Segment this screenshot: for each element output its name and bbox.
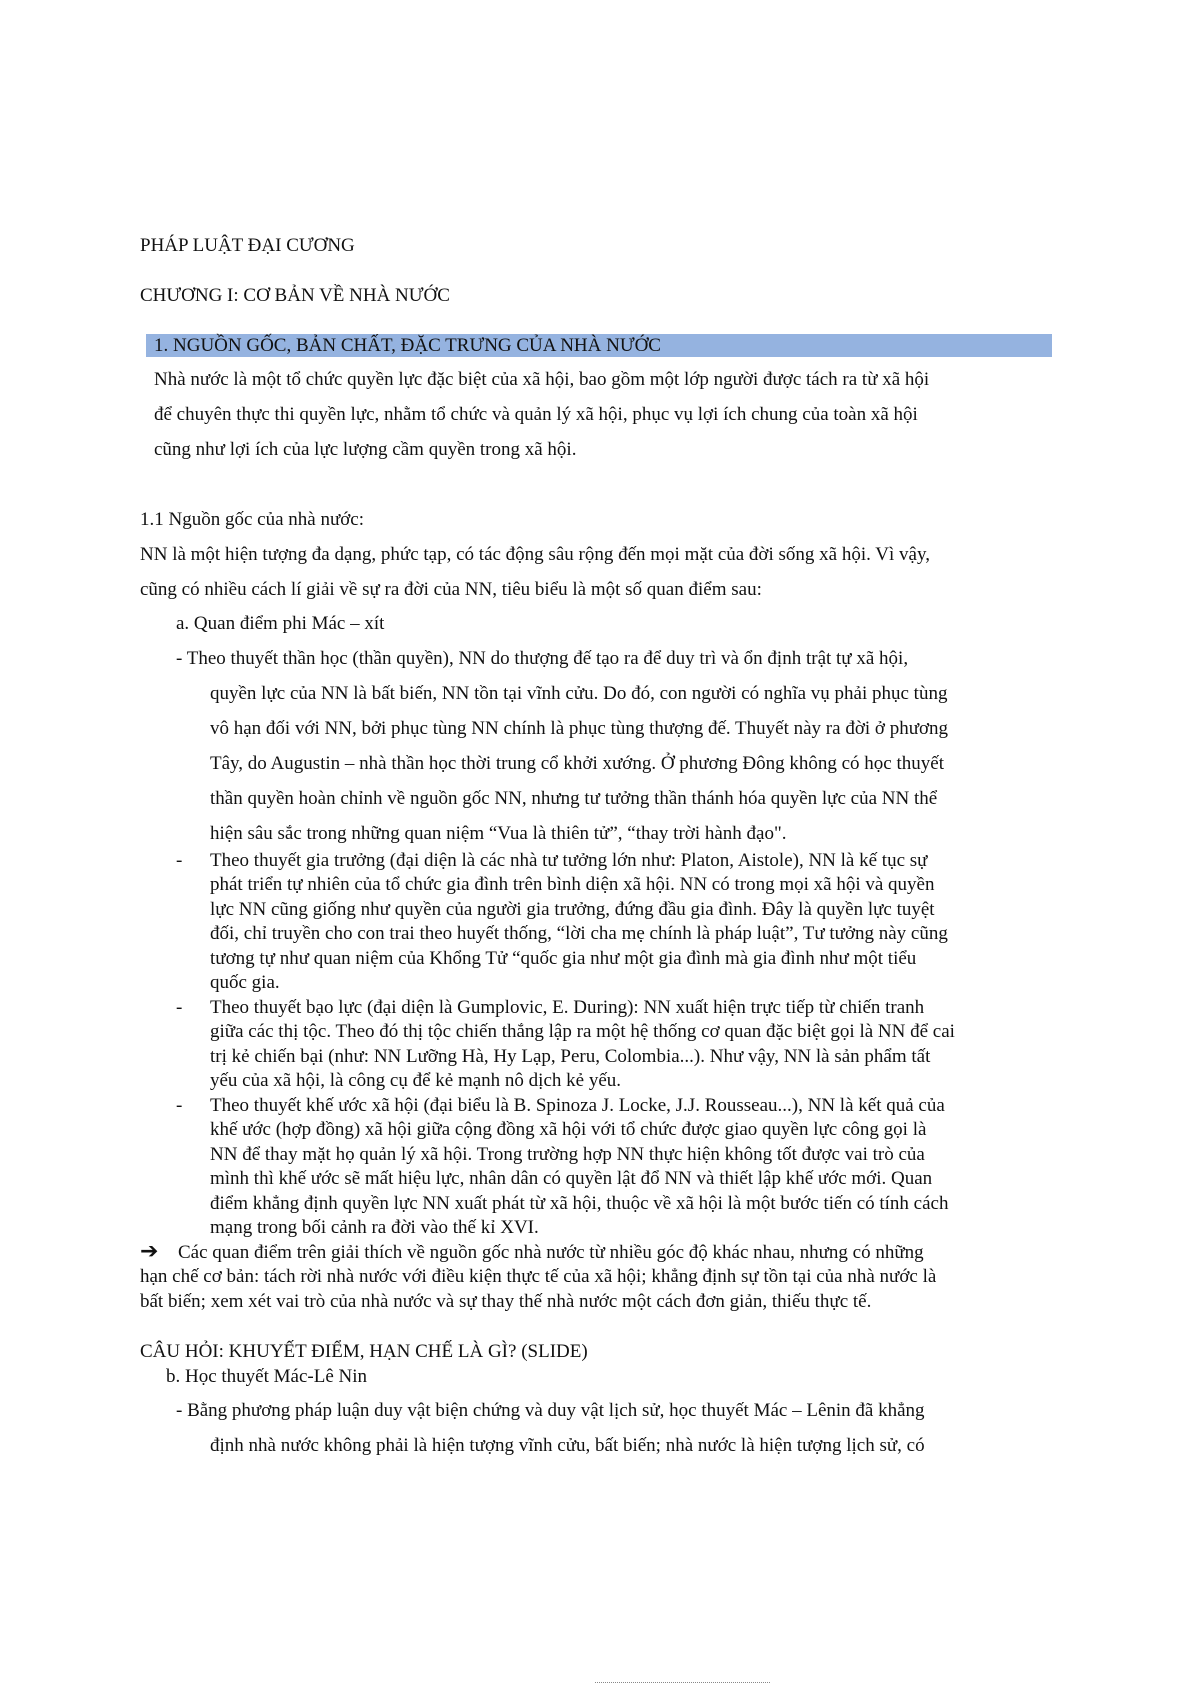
definition-line: để chuyên thực thi quyền lực, nhằm tổ chức và quản lý xã hội, phục vụ lợi ích chung của toàn xã hội: [154, 404, 918, 425]
intro-line: cũng có nhiều cách lí giải về sự ra đời của NN, tiêu biểu là một số quan điểm sau:: [140, 579, 762, 600]
theology-line: quyền lực của NN là bất biến, NN tồn tại vĩnh cửu. Do đó, con người có nghĩa vụ phải phục tùng: [210, 683, 948, 704]
marxist-line: - Bằng phương pháp luận duy vật biện chứng và duy vật lịch sử, học thuyết Mác – Lênin đã khẳng: [176, 1400, 925, 1421]
intro-line: NN là một hiện tượng đa dạng, phức tạp, có tác động sâu rộng đến mọi mặt của đời sống xã hội. Vì vậy,: [140, 544, 930, 565]
patriarchy-line: quốc gia.: [210, 972, 280, 993]
theology-line: - Theo thuyết thần học (thần quyền), NN do thượng đế tạo ra để duy trì và ổn định trật tự xã hội,: [176, 648, 909, 669]
bullet-dash: -: [176, 997, 183, 1018]
contract-line: điểm khẳng định quyền lực NN xuất phát từ xã hội, thuộc về xã hội là một bước tiến có tính cách: [210, 1193, 949, 1214]
force-line: trị kẻ chiến bại (như: NN Lưỡng Hà, Hy Lạp, Peru, Colombia...). Như vậy, NN là sản phẩm tất: [210, 1046, 931, 1067]
chapter-title: CHƯƠNG I: CƠ BẢN VỀ NHÀ NƯỚC: [140, 285, 450, 306]
definition-line: cũng như lợi ích của lực lượng cầm quyền trong xã hội.: [154, 439, 577, 460]
contract-line: khế ước (hợp đồng) xã hội giữa cộng đồng xã hội với tổ chức được giao quyền lực công gọi là: [210, 1119, 927, 1140]
page-footer-line: [595, 1682, 770, 1684]
theology-line: hiện sâu sắc trong những quan niệm “Vua là thiên tử”, “thay trời hành đạo".: [210, 823, 787, 844]
patriarchy-line: tương tự như quan niệm của Khổng Tử “quốc gia như một gia đình mà gia đình như một tiểu: [210, 948, 917, 969]
section-heading: 1. NGUỒN GỐC, BẢN CHẤT, ĐẶC TRƯNG CỦA NHÀ NƯỚC: [154, 335, 661, 356]
patriarchy-line: đối, chỉ truyền cho con trai theo huyết thống, “lời cha mẹ chính là pháp luật”, Tư tưởng này cũng: [210, 923, 948, 944]
subsection-heading: 1.1 Nguồn gốc của nhà nước:: [140, 509, 365, 530]
conclusion-line: bất biến; xem xét vai trò của nhà nước và sự thay thế nhà nước một cách đơn giản, thiếu thực tế.: [140, 1291, 872, 1312]
theology-line: vô hạn đối với NN, bởi phục tùng NN chính là phục tùng thượng đế. Thuyết này ra đời ở phương: [210, 718, 949, 739]
definition-line: Nhà nước là một tổ chức quyền lực đặc biệt của xã hội, bao gồm một lớp người được tách ra từ xã hội: [154, 369, 930, 390]
force-line: Theo thuyết bạo lực (đại diện là Gumplovic, E. During): NN xuất hiện trực tiếp từ chiến tranh: [210, 997, 925, 1018]
patriarchy-line: lực NN cũng giống như quyền của người gia trưởng, đứng đầu gia đình. Đây là quyền lực tuyệt: [210, 899, 935, 920]
marxist-line: định nhà nước không phải là hiện tượng vĩnh cửu, bất biến; nhà nước là hiện tượng lịch sử, có: [210, 1435, 925, 1456]
force-line: yếu của xã hội, là công cụ để kẻ mạnh nô dịch kẻ yếu.: [210, 1070, 621, 1091]
contract-line: mạng trong bối cảnh ra đời vào thế kỉ XVI.: [210, 1217, 539, 1238]
force-line: giữa các thị tộc. Theo đó thị tộc chiến thắng lập ra một hệ thống cơ quan đặc biệt gọi là NN để cai: [210, 1021, 955, 1042]
list-item-b: b. Học thuyết Mác-Lê Nin: [166, 1366, 368, 1387]
list-item-a: a. Quan điểm phi Mác – xít: [176, 613, 385, 634]
contract-line: mình thì khế ước sẽ mất hiệu lực, nhân dân có quyền lật đổ NN và thiết lập khế ước mới. Quan: [210, 1168, 933, 1189]
arrow-right-icon: ➔: [140, 1239, 159, 1264]
question-line: CÂU HỎI: KHUYẾT ĐIỂM, HẠN CHẾ LÀ GÌ? (SLIDE): [140, 1341, 588, 1362]
contract-line: Theo thuyết khế ước xã hội (đại biểu là B. Spinoza J. Locke, J.J. Rousseau...), NN là kết quả của: [210, 1095, 945, 1116]
patriarchy-line: Theo thuyết gia trưởng (đại diện là các nhà tư tưởng lớn như: Platon, Aistole), NN là kế tục sự: [210, 850, 928, 871]
theology-line: thần quyền hoàn chỉnh về nguồn gốc NN, nhưng tư tưởng thần thánh hóa quyền lực của NN thể: [210, 788, 938, 809]
contract-line: NN để thay mặt họ quản lý xã hội. Trong trường hợp NN thực hiện không tốt được vai trò của: [210, 1144, 925, 1165]
conclusion-line: hạn chế cơ bản: tách rời nhà nước với điều kiện thực tế của xã hội; khẳng định sự tồn tại của nhà nước là: [140, 1266, 937, 1287]
theology-line: Tây, do Augustin – nhà thần học thời trung cổ khởi xướng. Ở phương Đông không có học thuyết: [210, 753, 944, 774]
conclusion-line: Các quan điểm trên giải thích về nguồn gốc nhà nước từ nhiều góc độ khác nhau, nhưng có những: [178, 1242, 924, 1263]
bullet-dash: -: [176, 850, 183, 871]
bullet-dash: -: [176, 1095, 183, 1116]
patriarchy-line: phát triển tự nhiên của tổ chức gia đình trên bình diện xã hội. NN có trong mọi xã hội và quyền: [210, 874, 935, 895]
document-title: PHÁP LUẬT ĐẠI CƯƠNG: [140, 235, 355, 256]
